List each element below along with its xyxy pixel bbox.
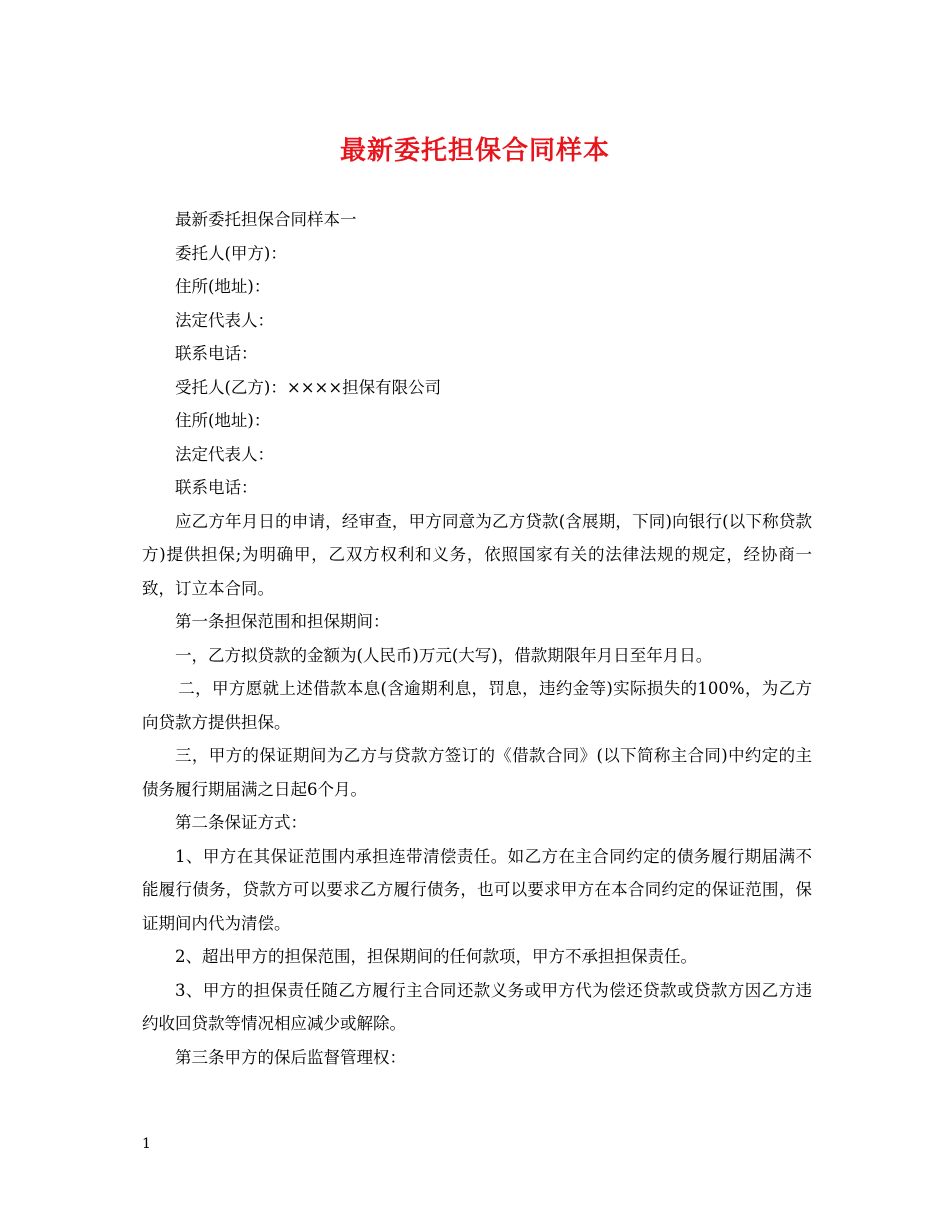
paragraph: 委托人(甲方)： xyxy=(175,243,287,263)
paragraph: 二，甲方愿就上述借款本息(含逾期利息，罚息，违约金等)实际损失的100%，为乙方向贷款方提供担保。 xyxy=(142,679,812,732)
paragraph: 第一条担保范围和担保期间： xyxy=(175,612,390,631)
paragraph: 法定代表人： xyxy=(175,310,274,330)
paragraph: 应乙方年月日的申请，经审查，甲方同意为乙方贷款(含展期，下同)向银行(以下称贷款方)提供担保;为明确甲，乙双方权利和义务，依照国家有关的法律法规的规定，经协商一致，订立本合同。 xyxy=(142,511,812,598)
paragraph: 受托人(乙方)：××××担保有限公司 xyxy=(175,377,442,397)
document-title: 最新委托担保合同样本 xyxy=(339,136,610,166)
paragraph: 住所(地址)： xyxy=(175,411,271,430)
paragraph: 第三条甲方的保后监督管理权： xyxy=(175,1047,406,1067)
document-body xyxy=(142,203,812,1074)
paragraph: 1、甲方在其保证范围内承担连带清偿责任。如乙方在主合同约定的债务履行期届满不能履行债务，贷款方可以要求乙方履行债务，也可以要求甲方在本合同约定的保证范围，保证期间内代为清偿。 xyxy=(142,846,812,933)
paragraph: 联系电话： xyxy=(175,344,258,363)
paragraph: 2、超出甲方的担保范围，担保期间的任何款项，甲方不承担担保责任。 xyxy=(175,947,697,966)
paragraph: 联系电话： xyxy=(175,478,258,497)
paragraph: 最新委托担保合同样本一 xyxy=(175,210,357,229)
paragraph: 3、甲方的担保责任随乙方履行主合同还款义务或甲方代为偿还贷款或贷款方因乙方违约收回贷款等情况相应减少或解除。 xyxy=(142,980,812,1033)
paragraph: 一，乙方拟贷款的金额为(人民币)万元(大写)，借款期限年月日至年月日。 xyxy=(175,645,713,665)
paragraph: 三，甲方的保证期间为乙方与贷款方签订的《借款合同》(以下简称主合同)中约定的主债务履行期届满之日起6个月。 xyxy=(142,746,812,799)
page-number: 1 xyxy=(142,1136,151,1152)
paragraph: 第二条保证方式： xyxy=(175,813,307,832)
paragraph: 法定代表人： xyxy=(175,444,274,464)
paragraph: 住所(地址)： xyxy=(175,277,271,296)
